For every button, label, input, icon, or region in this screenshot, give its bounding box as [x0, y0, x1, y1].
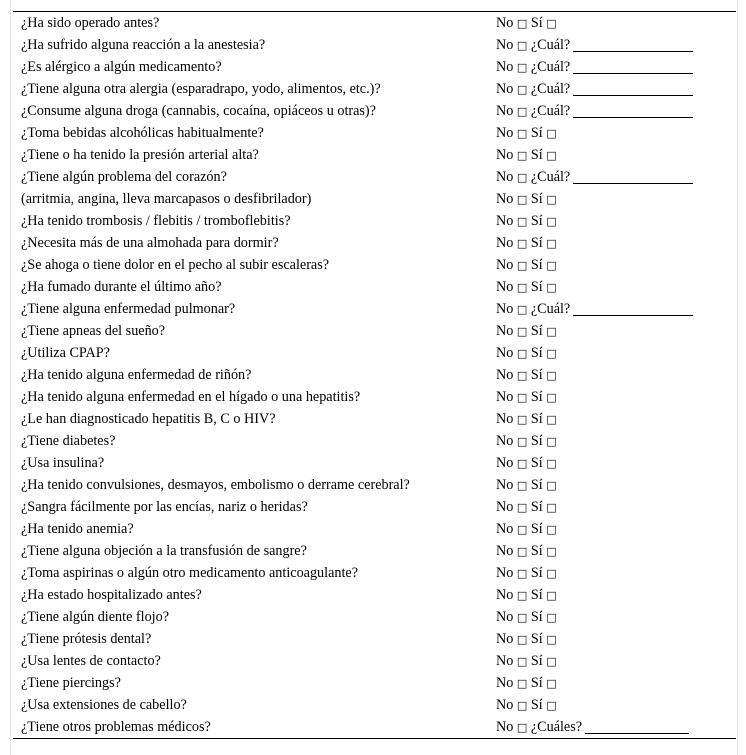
question-text: ¿Tiene apneas del sueño? — [21, 323, 166, 339]
table-row — [13, 320, 736, 342]
checkbox-no[interactable]: □ — [516, 105, 528, 118]
option-yes-label: Sí — [530, 389, 543, 405]
checkbox-no[interactable]: □ — [516, 193, 528, 206]
option-which-label: ¿Cuál? — [530, 103, 571, 119]
question-text: ¿Ha tenido anemia? — [21, 521, 134, 537]
checkbox-no[interactable]: □ — [516, 479, 528, 492]
option-yes-label: Sí — [530, 125, 543, 141]
question-text: ¿Utiliza CPAP? — [21, 345, 110, 361]
checkbox-no[interactable]: □ — [516, 391, 528, 404]
option-no-label: No — [496, 631, 514, 647]
table-row — [13, 144, 736, 166]
option-yes-label: Sí — [530, 235, 543, 251]
question-text: ¿Tiene piercings? — [21, 675, 121, 691]
answer-options — [496, 474, 557, 497]
answer-options — [496, 364, 557, 387]
question-text: ¿Ha tenido alguna enfermedad de riñón? — [21, 367, 252, 383]
answer-options — [496, 166, 693, 189]
checkbox-yes[interactable]: □ — [546, 589, 557, 602]
option-no-label: No — [496, 59, 514, 75]
checkbox-no[interactable]: □ — [516, 501, 528, 514]
checkbox-no[interactable]: □ — [516, 281, 528, 294]
question-text: ¿Consume alguna droga (cannabis, cocaína, opiáceos u otras)? — [21, 103, 376, 119]
answer-options — [496, 650, 557, 673]
question-text: ¿Usa lentes de contacto? — [21, 653, 161, 669]
option-yes-label: Sí — [530, 279, 543, 295]
option-which-label: ¿Cuál? — [530, 59, 571, 75]
option-no-label: No — [496, 125, 514, 141]
table-row — [13, 584, 736, 606]
table-row — [13, 78, 736, 100]
checkbox-no[interactable]: □ — [516, 215, 528, 228]
checkbox-no[interactable]: □ — [516, 567, 528, 580]
table-row — [13, 518, 736, 540]
option-no-label: No — [496, 191, 514, 207]
option-which-label: ¿Cuál? — [530, 301, 571, 317]
answer-options — [496, 254, 557, 277]
checkbox-yes[interactable]: □ — [546, 633, 557, 646]
option-which-label: ¿Cuáles? — [530, 719, 583, 735]
option-no-label: No — [496, 15, 514, 31]
table-row — [13, 364, 736, 386]
checkbox-yes[interactable]: □ — [546, 215, 557, 228]
table-row — [13, 496, 736, 518]
option-yes-label: Sí — [530, 653, 543, 669]
answer-options — [496, 386, 557, 409]
question-text: ¿Es alérgico a algún medicamento? — [21, 59, 222, 75]
answer-blank-line[interactable] — [585, 719, 689, 734]
option-yes-label: Sí — [530, 587, 543, 603]
answer-options — [496, 518, 557, 541]
checkbox-yes[interactable]: □ — [546, 479, 557, 492]
table-row — [13, 34, 736, 56]
checkbox-no[interactable]: □ — [516, 435, 528, 448]
answer-options — [496, 34, 693, 57]
checkbox-yes[interactable]: □ — [546, 413, 557, 426]
table-row — [13, 56, 736, 78]
option-yes-label: Sí — [530, 257, 543, 273]
option-no-label: No — [496, 499, 514, 515]
answer-blank-line[interactable] — [573, 301, 693, 316]
question-text: ¿Tiene o ha tenido la presión arterial alta? — [21, 147, 259, 163]
table-row — [13, 430, 736, 452]
option-no-label: No — [496, 543, 514, 559]
table-row — [13, 298, 736, 320]
answer-options — [496, 408, 557, 431]
option-no-label: No — [496, 301, 514, 317]
option-no-label: No — [496, 169, 514, 185]
table-row — [13, 232, 736, 254]
checkbox-yes[interactable]: □ — [546, 17, 557, 30]
option-no-label: No — [496, 235, 514, 251]
answer-options — [496, 672, 557, 695]
checkbox-yes[interactable]: □ — [546, 325, 557, 338]
option-no-label: No — [496, 587, 514, 603]
answer-options — [496, 342, 557, 365]
answer-options — [496, 100, 693, 123]
option-which-label: ¿Cuál? — [530, 169, 571, 185]
answer-options — [496, 56, 693, 79]
option-yes-label: Sí — [530, 477, 543, 493]
answer-blank-line[interactable] — [573, 59, 693, 74]
checkbox-yes[interactable]: □ — [546, 435, 557, 448]
checkbox-yes[interactable]: □ — [546, 457, 557, 470]
checkbox-no[interactable]: □ — [516, 721, 528, 734]
questionnaire-table — [13, 11, 736, 739]
answer-options — [496, 144, 557, 167]
checkbox-no[interactable]: □ — [516, 83, 528, 96]
option-no-label: No — [496, 279, 514, 295]
checkbox-yes[interactable]: □ — [546, 655, 557, 668]
checkbox-yes[interactable]: □ — [546, 127, 557, 140]
answer-blank-line[interactable] — [573, 169, 693, 184]
option-yes-label: Sí — [530, 455, 543, 471]
checkbox-no[interactable]: □ — [516, 171, 528, 184]
answer-options — [496, 188, 557, 211]
option-yes-label: Sí — [530, 147, 543, 163]
table-row — [13, 408, 736, 430]
question-text: ¿Ha fumado durante el último año? — [21, 279, 222, 295]
option-yes-label: Sí — [530, 433, 543, 449]
question-text: ¿Necesita más de una almohada para dormir? — [21, 235, 279, 251]
table-row — [13, 452, 736, 474]
question-text: ¿Toma bebidas alcohólicas habitualmente? — [21, 125, 264, 141]
checkbox-yes[interactable]: □ — [546, 677, 557, 690]
question-text: ¿Le han diagnosticado hepatitis B, C o HIV? — [21, 411, 276, 427]
checkbox-no[interactable]: □ — [516, 237, 528, 250]
option-no-label: No — [496, 565, 514, 581]
option-no-label: No — [496, 81, 514, 97]
option-no-label: No — [496, 719, 514, 735]
option-no-label: No — [496, 147, 514, 163]
checkbox-yes[interactable]: □ — [546, 281, 557, 294]
question-text: ¿Ha tenido convulsiones, desmayos, embolismo o derrame cerebral? — [21, 477, 410, 493]
answer-options — [496, 320, 557, 343]
question-text: (arritmia, angina, lleva marcapasos o desfibrilador) — [21, 191, 312, 207]
answer-options — [496, 298, 693, 321]
answer-options — [496, 628, 557, 651]
checkbox-yes[interactable]: □ — [546, 501, 557, 514]
option-yes-label: Sí — [530, 213, 543, 229]
option-no-label: No — [496, 455, 514, 471]
answer-options — [496, 232, 557, 255]
option-yes-label: Sí — [530, 345, 543, 361]
checkbox-no[interactable]: □ — [516, 523, 528, 536]
answer-options — [496, 276, 557, 299]
checkbox-no[interactable]: □ — [516, 303, 528, 316]
option-yes-label: Sí — [530, 191, 543, 207]
question-text: ¿Tiene alguna otra alergia (esparadrapo, yodo, alimentos, etc.)? — [21, 81, 381, 97]
option-no-label: No — [496, 37, 514, 53]
answer-options — [496, 122, 557, 145]
checkbox-no[interactable]: □ — [516, 325, 528, 338]
checkbox-yes[interactable]: □ — [546, 193, 557, 206]
checkbox-no[interactable]: □ — [516, 611, 528, 624]
question-text: ¿Ha tenido alguna enfermedad en el hígado o una hepatitis? — [21, 389, 361, 405]
question-text: ¿Toma aspirinas o algún otro medicamento anticoagulante? — [21, 565, 359, 581]
answer-options — [496, 562, 557, 585]
question-text: ¿Se ahoga o tiene dolor en el pecho al subir escaleras? — [21, 257, 330, 273]
checkbox-yes[interactable]: □ — [546, 237, 557, 250]
checkbox-no[interactable]: □ — [516, 677, 528, 690]
question-text: ¿Ha sufrido alguna reacción a la anestesia? — [21, 37, 266, 53]
answer-options — [496, 12, 557, 35]
checkbox-yes[interactable]: □ — [546, 545, 557, 558]
answer-options — [496, 716, 689, 739]
table-row — [13, 276, 736, 298]
option-no-label: No — [496, 411, 514, 427]
checkbox-no[interactable]: □ — [516, 61, 528, 74]
checkbox-yes[interactable]: □ — [546, 347, 557, 360]
question-text: ¿Ha sido operado antes? — [21, 15, 160, 31]
table-row — [13, 188, 736, 210]
option-yes-label: Sí — [530, 499, 543, 515]
checkbox-no[interactable]: □ — [516, 347, 528, 360]
checkbox-yes[interactable]: □ — [546, 523, 557, 536]
checkbox-yes[interactable]: □ — [546, 391, 557, 404]
checkbox-yes[interactable]: □ — [546, 369, 557, 382]
checkbox-yes[interactable]: □ — [546, 149, 557, 162]
table-row — [13, 386, 736, 408]
answer-options — [496, 584, 557, 607]
checkbox-no[interactable]: □ — [516, 589, 528, 602]
answer-options — [496, 540, 557, 563]
checkbox-no[interactable]: □ — [516, 413, 528, 426]
checkbox-no[interactable]: □ — [516, 545, 528, 558]
option-no-label: No — [496, 697, 514, 713]
option-no-label: No — [496, 103, 514, 119]
option-no-label: No — [496, 345, 514, 361]
table-row — [13, 474, 736, 496]
answer-options — [496, 694, 557, 717]
answer-options — [496, 430, 557, 453]
option-yes-label: Sí — [530, 697, 543, 713]
table-row — [13, 540, 736, 562]
option-yes-label: Sí — [530, 675, 543, 691]
table-row — [13, 122, 736, 144]
checkbox-yes[interactable]: □ — [546, 259, 557, 272]
checkbox-no[interactable]: □ — [516, 633, 528, 646]
option-which-label: ¿Cuál? — [530, 81, 571, 97]
option-which-label: ¿Cuál? — [530, 37, 571, 53]
checkbox-no[interactable]: □ — [516, 259, 528, 272]
table-row — [13, 100, 736, 122]
option-no-label: No — [496, 257, 514, 273]
checkbox-no[interactable]: □ — [516, 655, 528, 668]
question-text: ¿Ha tenido trombosis / flebitis / tromboflebitis? — [21, 213, 291, 229]
option-no-label: No — [496, 213, 514, 229]
option-yes-label: Sí — [530, 609, 543, 625]
checkbox-yes[interactable]: □ — [546, 699, 557, 712]
option-yes-label: Sí — [530, 15, 543, 31]
checkbox-no[interactable]: □ — [516, 17, 528, 30]
question-text: ¿Tiene alguna objeción a la transfusión de sangre? — [21, 543, 307, 559]
question-text: ¿Tiene diabetes? — [21, 433, 116, 449]
option-yes-label: Sí — [530, 631, 543, 647]
checkbox-no[interactable]: □ — [516, 127, 528, 140]
checkbox-yes[interactable]: □ — [546, 611, 557, 624]
question-text: ¿Tiene algún diente flojo? — [21, 609, 170, 625]
table-row — [13, 12, 736, 34]
answer-blank-line[interactable] — [573, 103, 693, 118]
table-row — [13, 342, 736, 364]
option-yes-label: Sí — [530, 543, 543, 559]
checkbox-no[interactable]: □ — [516, 369, 528, 382]
answer-options — [496, 496, 557, 519]
answer-blank-line[interactable] — [573, 81, 693, 96]
option-yes-label: Sí — [530, 367, 543, 383]
answer-options — [496, 210, 557, 233]
option-no-label: No — [496, 521, 514, 537]
table-row — [13, 254, 736, 276]
option-no-label: No — [496, 477, 514, 493]
question-text: ¿Usa insulina? — [21, 455, 105, 471]
question-text: ¿Tiene alguna enfermedad pulmonar? — [21, 301, 236, 317]
checkbox-no[interactable]: □ — [516, 457, 528, 470]
checkbox-yes[interactable]: □ — [546, 567, 557, 580]
option-no-label: No — [496, 433, 514, 449]
option-no-label: No — [496, 675, 514, 691]
question-text: ¿Usa extensiones de cabello? — [21, 697, 187, 713]
question-text: ¿Sangra fácilmente por las encías, nariz o heridas? — [21, 499, 308, 515]
question-text: ¿Tiene otros problemas médicos? — [21, 719, 211, 735]
table-row — [13, 716, 736, 738]
checkbox-no[interactable]: □ — [516, 149, 528, 162]
table-row — [13, 650, 736, 672]
answer-options — [496, 78, 693, 101]
option-no-label: No — [496, 653, 514, 669]
question-text: ¿Tiene prótesis dental? — [21, 631, 152, 647]
option-yes-label: Sí — [530, 521, 543, 537]
option-no-label: No — [496, 323, 514, 339]
table-row — [13, 672, 736, 694]
answer-blank-line[interactable] — [573, 37, 693, 52]
table-row — [13, 628, 736, 650]
option-yes-label: Sí — [530, 565, 543, 581]
table-row — [13, 166, 736, 188]
option-yes-label: Sí — [530, 323, 543, 339]
checkbox-no[interactable]: □ — [516, 39, 528, 52]
checkbox-no[interactable]: □ — [516, 699, 528, 712]
document-page — [10, 0, 738, 755]
table-row — [13, 694, 736, 716]
option-no-label: No — [496, 389, 514, 405]
option-no-label: No — [496, 609, 514, 625]
table-row — [13, 606, 736, 628]
answer-options — [496, 606, 557, 629]
question-text: ¿Ha estado hospitalizado antes? — [21, 587, 202, 603]
option-yes-label: Sí — [530, 411, 543, 427]
question-text: ¿Tiene algún problema del corazón? — [21, 169, 227, 185]
table-row — [13, 210, 736, 232]
table-row — [13, 562, 736, 584]
option-no-label: No — [496, 367, 514, 383]
answer-options — [496, 452, 557, 475]
